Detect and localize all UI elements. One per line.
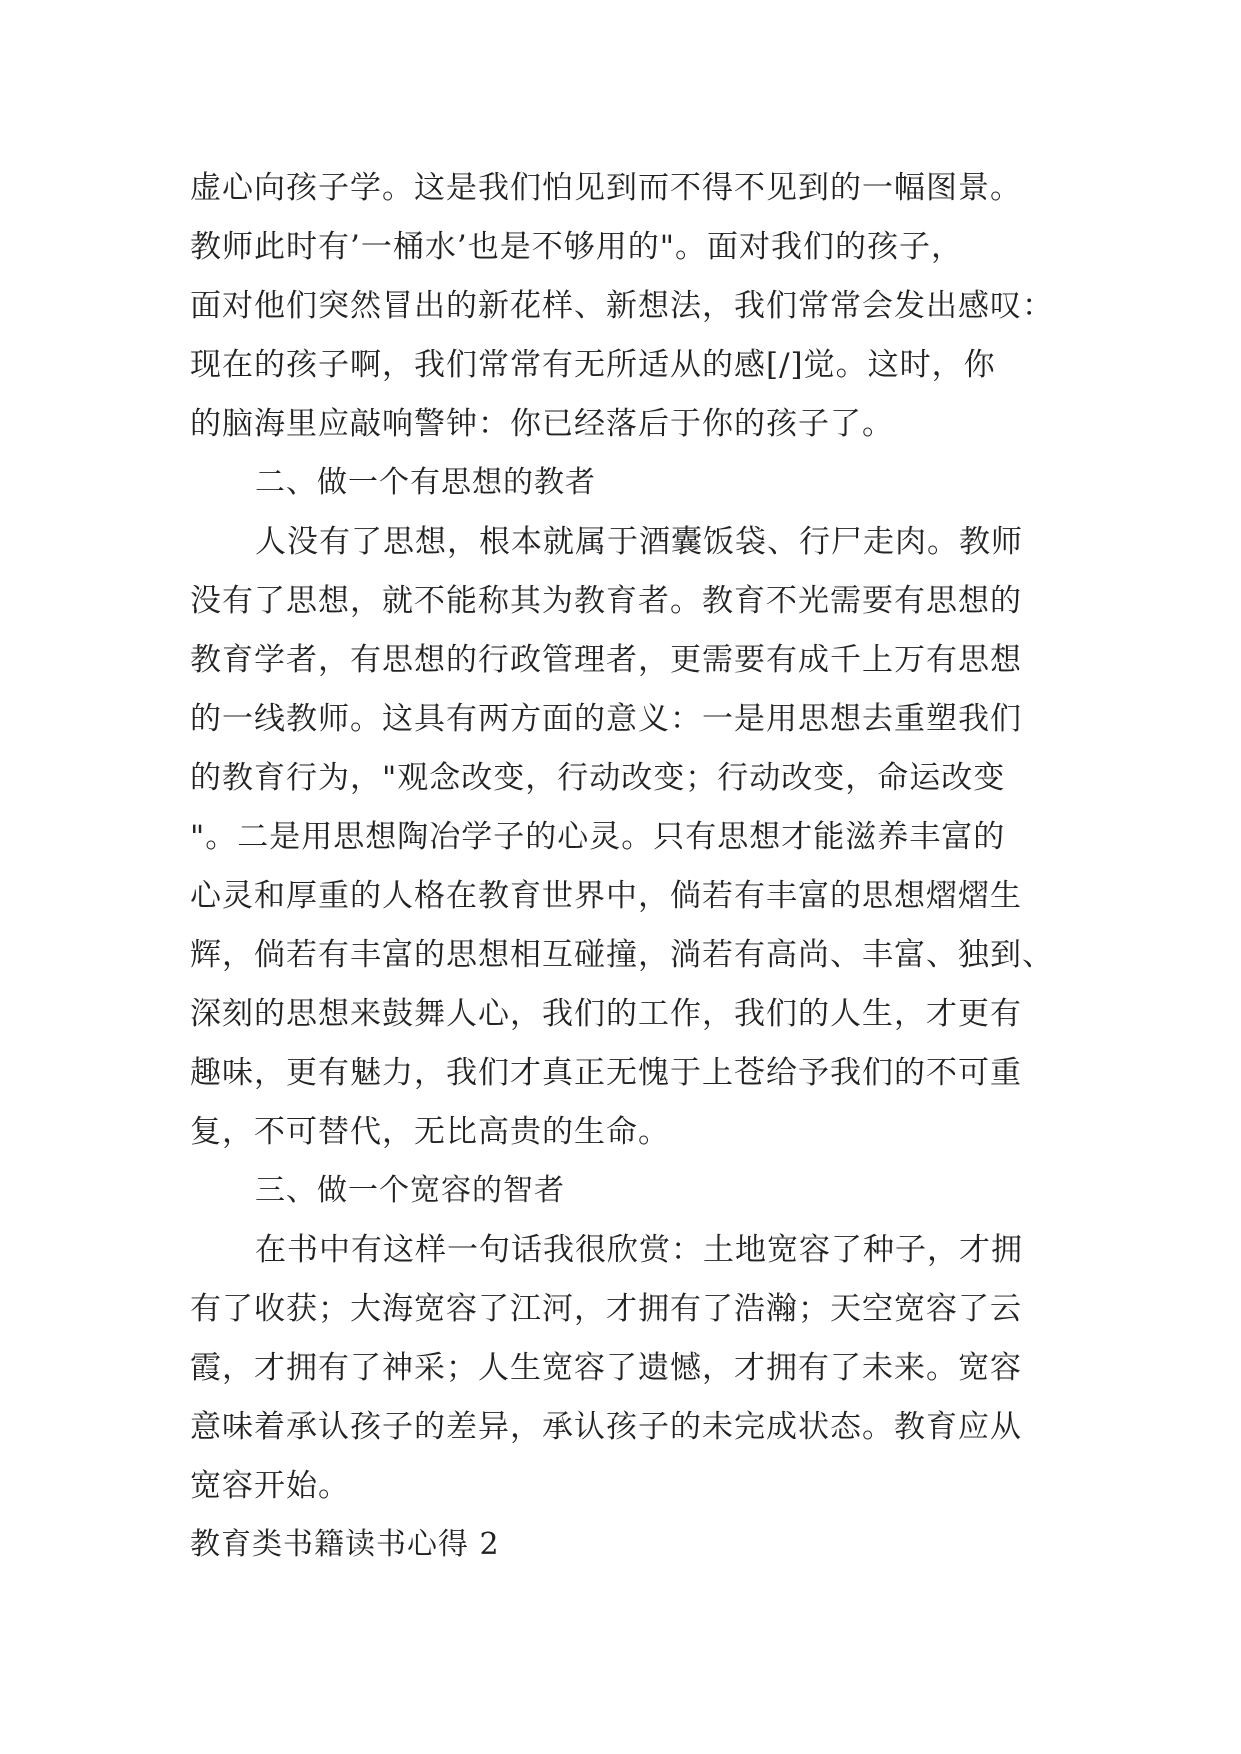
- text-line: 的脑海里应敲响警钟：你已经落后于你的孩子了。: [190, 406, 894, 442]
- text-line: 宽容开始。: [190, 1468, 350, 1504]
- text-line: 面对他们突然冒出的新花样、新想法，我们常常会发出感叹：: [190, 288, 1054, 324]
- text-line: 现在的孩子啊，我们常常有无所适从的感[/]觉。这时，你: [190, 347, 996, 383]
- text-line: 的一线教师。这具有两方面的意义：一是用思想去重塑我们: [190, 701, 1022, 737]
- text-line: 深刻的思想来鼓舞人心，我们的工作，我们的人生，才更有: [190, 996, 1022, 1032]
- document-title: 教育类书籍读书心得 2: [190, 1527, 500, 1562]
- text-line: 虚心向孩子学。这是我们怕见到而不得不见到的一幅图景。: [190, 170, 1022, 206]
- text-line: 有了收获；大海宽容了江河，才拥有了浩瀚；天空宽容了云: [190, 1291, 1022, 1327]
- text-line: "。二是用思想陶冶学子的心灵。只有思想才能滋养丰富的: [190, 819, 1006, 855]
- text-line: 霞，才拥有了神采；人生宽容了遗憾，才拥有了未来。宽容: [190, 1350, 1022, 1386]
- text-line: 复，不可替代，无比高贵的生命。: [190, 1114, 670, 1150]
- text-line: 人没有了思想，根本就属于酒囊饭袋、行尸走肉。教师: [255, 524, 1023, 560]
- text-line: 辉，倘若有丰富的思想相互碰撞，淌若有高尚、丰富、独到、: [190, 937, 1054, 973]
- text-line: 教师此时有’一桶水’也是不够用的"。面对我们的孩子，: [190, 229, 963, 265]
- section-heading: 二、做一个有思想的教者: [255, 465, 596, 500]
- text-line: 的教育行为，"观念改变，行动改变；行动改变，命运改变: [190, 760, 1006, 796]
- text-line: 教育学者，有思想的行政管理者，更需要有成千上万有思想: [190, 642, 1022, 678]
- text-line: 意味着承认孩子的差异，承认孩子的未完成状态。教育应从: [190, 1409, 1022, 1445]
- text-line: 心灵和厚重的人格在教育世界中，倘若有丰富的思想熠熠生: [190, 878, 1022, 914]
- text-line: 没有了思想，就不能称其为教育者。教育不光需要有思想的: [190, 583, 1022, 619]
- text-line: 趣味，更有魅力，我们才真正无愧于上苍给予我们的不可重: [190, 1055, 1022, 1091]
- text-line: 在书中有这样一句话我很欣赏：土地宽容了种子，才拥: [255, 1232, 1023, 1268]
- section-heading: 三、做一个宽容的智者: [255, 1173, 565, 1208]
